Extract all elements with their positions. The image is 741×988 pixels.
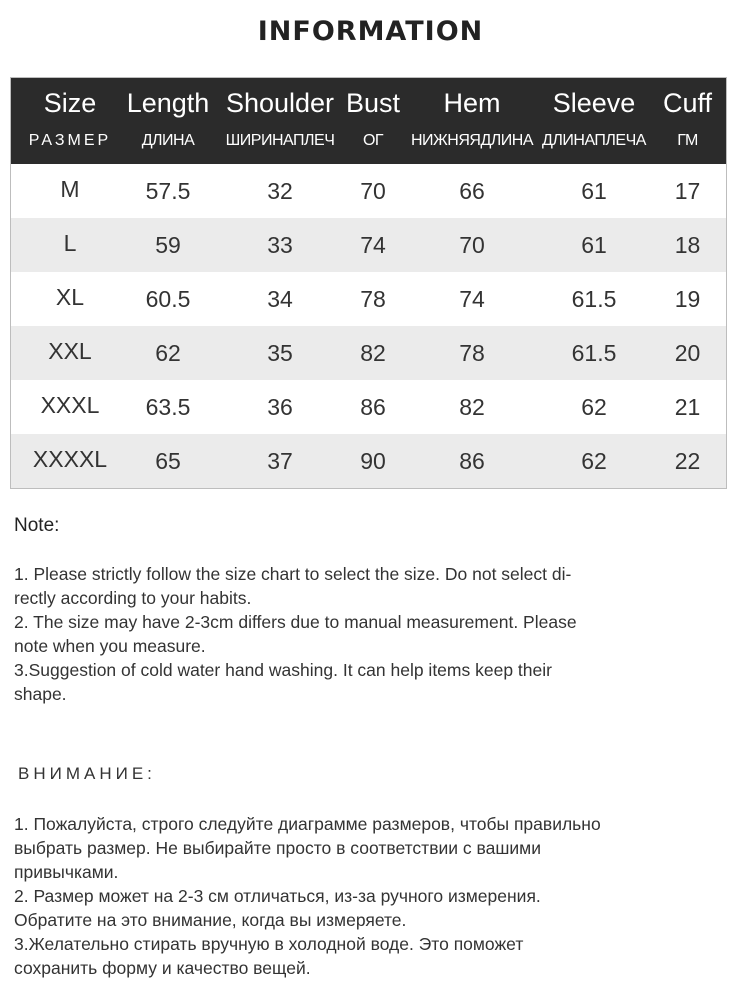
cell-size: XXL: [48, 338, 92, 364]
cell-sleeve: 61: [581, 232, 607, 258]
cell-shoulder: 36: [267, 394, 293, 420]
cell-sleeve: 61.5: [571, 286, 617, 312]
cell-sleeve: 62: [581, 448, 607, 474]
cell-cuff: 18: [674, 232, 701, 258]
cell-cuff: 19: [674, 286, 701, 312]
cell-size: XXXXL: [32, 446, 108, 472]
cell-size: XXXL: [40, 392, 100, 418]
cell-bust: 70: [360, 178, 386, 204]
cell-hem: 70: [459, 232, 485, 258]
cell-sleeve: 61: [581, 178, 607, 204]
header-label-en: Length: [126, 88, 210, 118]
cell-size: M: [60, 176, 80, 202]
header-label-ru: ДЛИНАПЛЕЧА: [542, 132, 646, 149]
cell-cuff: 22: [674, 448, 701, 474]
cell-size: L: [63, 230, 77, 256]
table-row: [11, 218, 726, 272]
cell-bust: 90: [360, 448, 386, 474]
header-hem: [407, 78, 537, 164]
table-row: [11, 380, 726, 434]
cell-length: 65: [155, 448, 181, 474]
note-text: 1. Please strictly follow the size chart to select the size. Do not select di- rectly according to your habits. 2. The size may have 2-3cm differs due to manual measurement. Please note when you measure. 3.Suggestion of cold water hand washing. It can help items keep their shape.: [14, 564, 577, 704]
cell-length: 62: [155, 340, 181, 366]
table-row: [11, 326, 726, 380]
cell-length: 63.5: [145, 394, 191, 420]
cell-hem: 66: [459, 178, 485, 204]
header-label-ru: ОГ: [362, 132, 384, 149]
table-row: [11, 272, 726, 326]
header-label-ru: НИЖНЯЯДЛИНА: [410, 132, 534, 149]
cell-shoulder: 34: [267, 286, 293, 312]
header-size: [11, 78, 129, 164]
header-label-en: Size: [43, 88, 97, 118]
header-bust: [339, 78, 407, 164]
header-sleeve: [537, 78, 651, 164]
cell-length: 59: [155, 232, 181, 258]
russian-note-text: 1. Пожалуйста, строго следуйте диаграмме размеров, чтобы правильно выбрать размер. Не выбирайте просто в соответствии с вашими привычками. 2. Размер может на 2-3 см отличаться, из-за ручного измерения. Обратите на это внимание, когда вы измеряете. 3.Желательно стирать вручную в холодной воде. Это поможет сохранить форму и качество вещей.: [14, 814, 601, 978]
cell-bust: 82: [360, 340, 386, 366]
cell-hem: 82: [459, 394, 485, 420]
cell-size: XL: [55, 284, 85, 310]
header-label-ru: РАЗМЕР: [28, 132, 112, 149]
header-label-en: Shoulder: [225, 88, 335, 118]
cell-hem: 86: [459, 448, 485, 474]
cell-hem: 78: [459, 340, 485, 366]
table-row: [11, 434, 726, 488]
cell-sleeve: 61.5: [571, 340, 617, 366]
cell-length: 57.5: [145, 178, 191, 204]
header-label-ru: ГМ: [677, 132, 698, 149]
cell-cuff: 20: [674, 340, 701, 366]
cell-hem: 74: [459, 286, 485, 312]
header-label-en: Cuff: [662, 88, 713, 118]
page-title: INFORMATION: [257, 16, 484, 47]
table-body: [11, 164, 726, 488]
cell-bust: 78: [360, 286, 386, 312]
header-label-en: Hem: [443, 88, 501, 118]
cell-shoulder: 37: [267, 448, 293, 474]
note-title: Note:: [14, 515, 60, 536]
table-header: [11, 78, 726, 164]
cell-shoulder: 33: [267, 232, 293, 258]
cell-sleeve: 62: [581, 394, 607, 420]
header-cuff: [649, 78, 726, 164]
size-chart-table: [10, 77, 727, 489]
cell-length: 60.5: [145, 286, 191, 312]
header-label-ru: ШИРИНАПЛЕЧ: [225, 132, 335, 149]
header-label-en: Bust: [345, 88, 401, 118]
table-row: [11, 164, 726, 218]
cell-shoulder: 32: [267, 178, 293, 204]
header-label-en: Sleeve: [552, 88, 636, 118]
cell-cuff: 17: [674, 178, 701, 204]
header-length: [114, 78, 222, 164]
cell-bust: 74: [360, 232, 386, 258]
cell-shoulder: 35: [267, 340, 293, 366]
header-label-ru: ДЛИНА: [141, 132, 195, 149]
cell-cuff: 21: [674, 394, 701, 420]
header-shoulder: [221, 78, 339, 164]
cell-bust: 86: [360, 394, 386, 420]
russian-note-title: ВНИМАНИЕ:: [18, 764, 156, 783]
